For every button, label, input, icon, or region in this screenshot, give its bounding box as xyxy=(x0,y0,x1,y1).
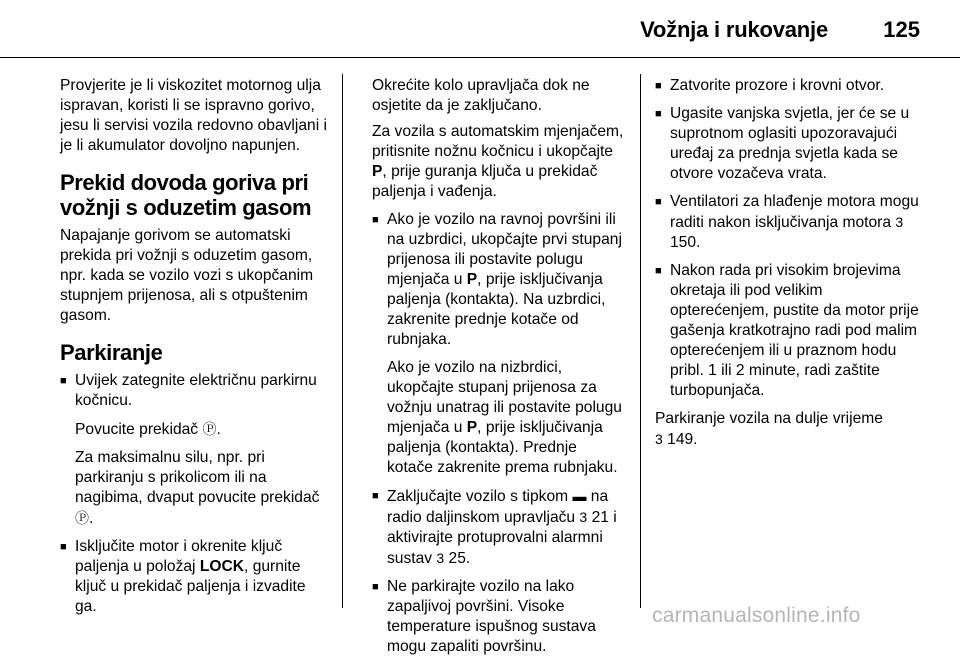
list-item: ■ Ako je vozilo na ravnoj površini ili na uzbrdici, ukopčajte prvi stupanj prijenosa ili postavite polugu mjenjača u P, prije isključivanja paljenja (kontakta). Na uzbrdici, zakrenite prednje kotače od rubnjaka. xyxy=(372,210,626,350)
list-item: ■ Ne parkirajte vozilo na lako zapaljivoj površini. Visoke temperature ispušnog sustava mogu zapaliti površinu. xyxy=(372,577,626,657)
reference-arrow-icon: 3 xyxy=(436,550,445,566)
paragraph: Okrećite kolo upravljača dok ne osjetite da je zaključano. xyxy=(372,77,590,114)
parking-brake-icon: Ⓟ xyxy=(75,510,89,526)
list-subitem: Za maksimalnu silu, npr. pri parkiranju s prikolicom ili na nagibima, dvaput povucite prekidač Ⓟ. xyxy=(75,449,320,527)
parking-brake-icon: Ⓟ xyxy=(202,421,217,437)
column-2 xyxy=(372,76,626,665)
heading-parking: Parkiranje xyxy=(60,340,163,365)
list-item: ■ Zatvorite prozore i krovni otvor. xyxy=(655,76,925,96)
page-header xyxy=(0,0,960,58)
column-1 xyxy=(60,76,328,625)
reference-arrow-icon: 3 xyxy=(655,431,663,447)
fuel-cutoff-paragraph: Napajanje gorivom se automatski prekida pri vožnji s oduzetim gasom, npr. kada se vozilo vozi s ukopčanim stupnjem prijenosa, ali s otpuštenim gasom. xyxy=(60,227,314,324)
column-3 xyxy=(655,76,925,458)
watermark: carmanualsonline.info xyxy=(652,604,861,627)
list-item: ■ Ventilatori za hlađenje motora mogu raditi nakon isključivanja motora 3 150. xyxy=(655,192,925,253)
column-divider xyxy=(640,74,641,608)
list-item: ■ Nakon rada pri visokim brojevima okretaja ili pod velikim opterećenjem, pustite da motor prije gašenja kratkotrajno radi pod malim opterećenjem ili u praznom hodu pribl. 1 ili 2 minute, radi zaštite turbopunjača. xyxy=(655,261,925,401)
page-number: 125 xyxy=(883,17,920,42)
list-subitem: Povucite prekidač Ⓟ. xyxy=(75,421,221,438)
list-item: ■ Uvijek zategnite električnu parkirnu kočnicu. xyxy=(60,371,328,411)
list-item: ■ Zaključajte vozilo s tipkom ▬ na radio daljinskom upravljaču 3 21 i aktivirajte protuprovalni alarmni sustav 3 25. xyxy=(372,486,626,569)
list-item: ■ Ugasite vanjska svjetla, jer će se u suprotnom oglasiti upozoravajući uređaj za prednja svjetla kada se otvore vozačeva vrata. xyxy=(655,104,925,184)
list-item: ■ Isključite motor i okrenite ključ paljenja u položaj LOCK, gurnite ključ u prekidač paljenja i izvadite ga. xyxy=(60,537,328,617)
header-rule xyxy=(0,57,960,58)
reference-arrow-icon: 3 xyxy=(579,509,588,525)
list-subitem: Ako je vozilo na nizbrdici, ukopčajte stupanj prijenosa za vožnju unatrag ili postavite polugu mjenjača u P, prije isključivanja paljenja (kontakta). Prednje kotače zakrenite prema rubnjaku. xyxy=(387,359,622,476)
section-title: Vožnja i rukovanje xyxy=(640,17,828,42)
intro-paragraph: Provjerite je li viskozitet motornog ulja ispravan, koristi li se ispravno gorivo, jesu li servisi vozila redovno obavljani i je li akumulator dovoljno napunjen. xyxy=(60,77,327,154)
reference-arrow-icon: 3 xyxy=(895,214,904,230)
heading-fuel-cutoff: Prekid dovoda goriva pri vožnji s oduzetim gasom xyxy=(60,170,312,220)
paragraph: Parkiranje vozila na dulje vrijeme 3 149. xyxy=(655,410,883,448)
column-divider xyxy=(342,74,343,608)
lock-icon: ▬ xyxy=(572,488,587,504)
paragraph: Za vozila s automatskim mjenjačem, pritisnite nožnu kočnicu i ukopčajte P, prije guranja ključa u prekidač paljenja i vađenja. xyxy=(372,123,624,200)
